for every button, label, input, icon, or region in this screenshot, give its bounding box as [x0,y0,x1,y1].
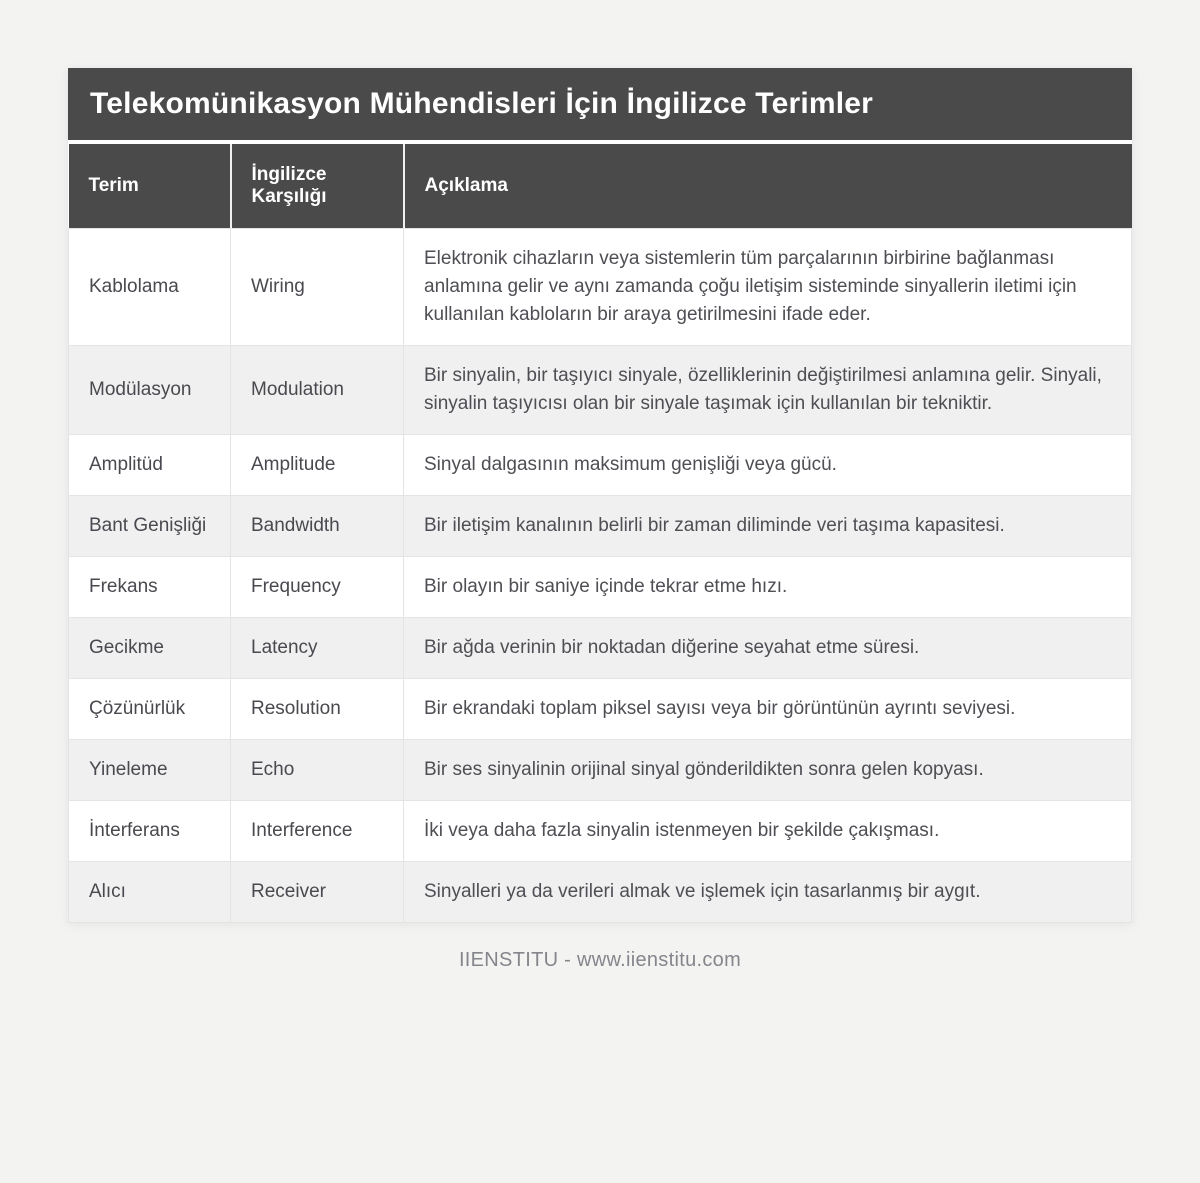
english-cell: Frequency [231,556,404,617]
description-cell: Sinyalleri ya da verileri almak ve işlemek için tasarlanmış bir aygıt. [404,861,1132,922]
term-cell: Yineleme [69,739,231,800]
term-cell: Frekans [69,556,231,617]
english-cell: Amplitude [231,434,404,495]
table-row [69,556,1132,617]
column-header-term: Terim [69,144,231,228]
term-cell: Kablolama [69,228,231,345]
english-cell: Modulation [231,345,404,434]
page-title: Telekomünikasyon Mühendisleri İçin İngilizce Terimler [68,68,1132,140]
column-header-english: İngilizce Karşılığı [231,144,404,228]
description-cell: Bir olayın bir saniye içinde tekrar etme hızı. [404,556,1132,617]
term-cell: Bant Genişliği [69,495,231,556]
english-cell: Bandwidth [231,495,404,556]
terms-table [68,144,1132,923]
description-cell: İki veya daha fazla sinyalin istenmeyen bir şekilde çakışması. [404,800,1132,861]
table-row [69,739,1132,800]
english-cell: Interference [231,800,404,861]
table-row [69,617,1132,678]
description-cell: Bir ekrandaki toplam piksel sayısı veya bir görüntünün ayrıntı seviyesi. [404,678,1132,739]
table-row [69,228,1132,345]
term-cell: Çözünürlük [69,678,231,739]
header-row [69,144,1132,228]
table-row [69,345,1132,434]
table-row [69,861,1132,922]
term-cell: Gecikme [69,617,231,678]
description-cell: Bir iletişim kanalının belirli bir zaman diliminde veri taşıma kapasitesi. [404,495,1132,556]
description-cell: Bir ağda verinin bir noktadan diğerine seyahat etme süresi. [404,617,1132,678]
english-cell: Echo [231,739,404,800]
english-cell: Resolution [231,678,404,739]
description-cell: Bir sinyalin, bir taşıyıcı sinyale, özelliklerinin değiştirilmesi anlamına gelir. Sinyali, sinyalin taşıyıcısı olan bir sinyale taşımak için kullanılan bir tekniktir. [404,345,1132,434]
term-cell: Amplitüd [69,434,231,495]
description-cell: Sinyal dalgasının maksimum genişliği veya gücü. [404,434,1132,495]
table-row [69,800,1132,861]
description-cell: Elektronik cihazların veya sistemlerin tüm parçalarının birbirine bağlanması anlamına gelir ve aynı zamanda çoğu iletişim sisteminde sinyallerin iletimi için kullanılan kabloların bir araya getirilmesini ifade eder. [404,228,1132,345]
term-cell: İnterferans [69,800,231,861]
table-header [69,144,1132,228]
term-cell: Alıcı [69,861,231,922]
english-cell: Wiring [231,228,404,345]
footer-credit: IIENSTITU - www.iienstitu.com [458,948,742,971]
term-cell: Modülasyon [69,345,231,434]
table-row [69,495,1132,556]
table-row [69,678,1132,739]
table-row [69,434,1132,495]
english-cell: Latency [231,617,404,678]
column-header-description: Açıklama [404,144,1132,228]
table-body [69,228,1132,922]
description-cell: Bir ses sinyalinin orijinal sinyal gönderildikten sonra gelen kopyası. [404,739,1132,800]
english-cell: Receiver [231,861,404,922]
terms-card [68,68,1132,923]
